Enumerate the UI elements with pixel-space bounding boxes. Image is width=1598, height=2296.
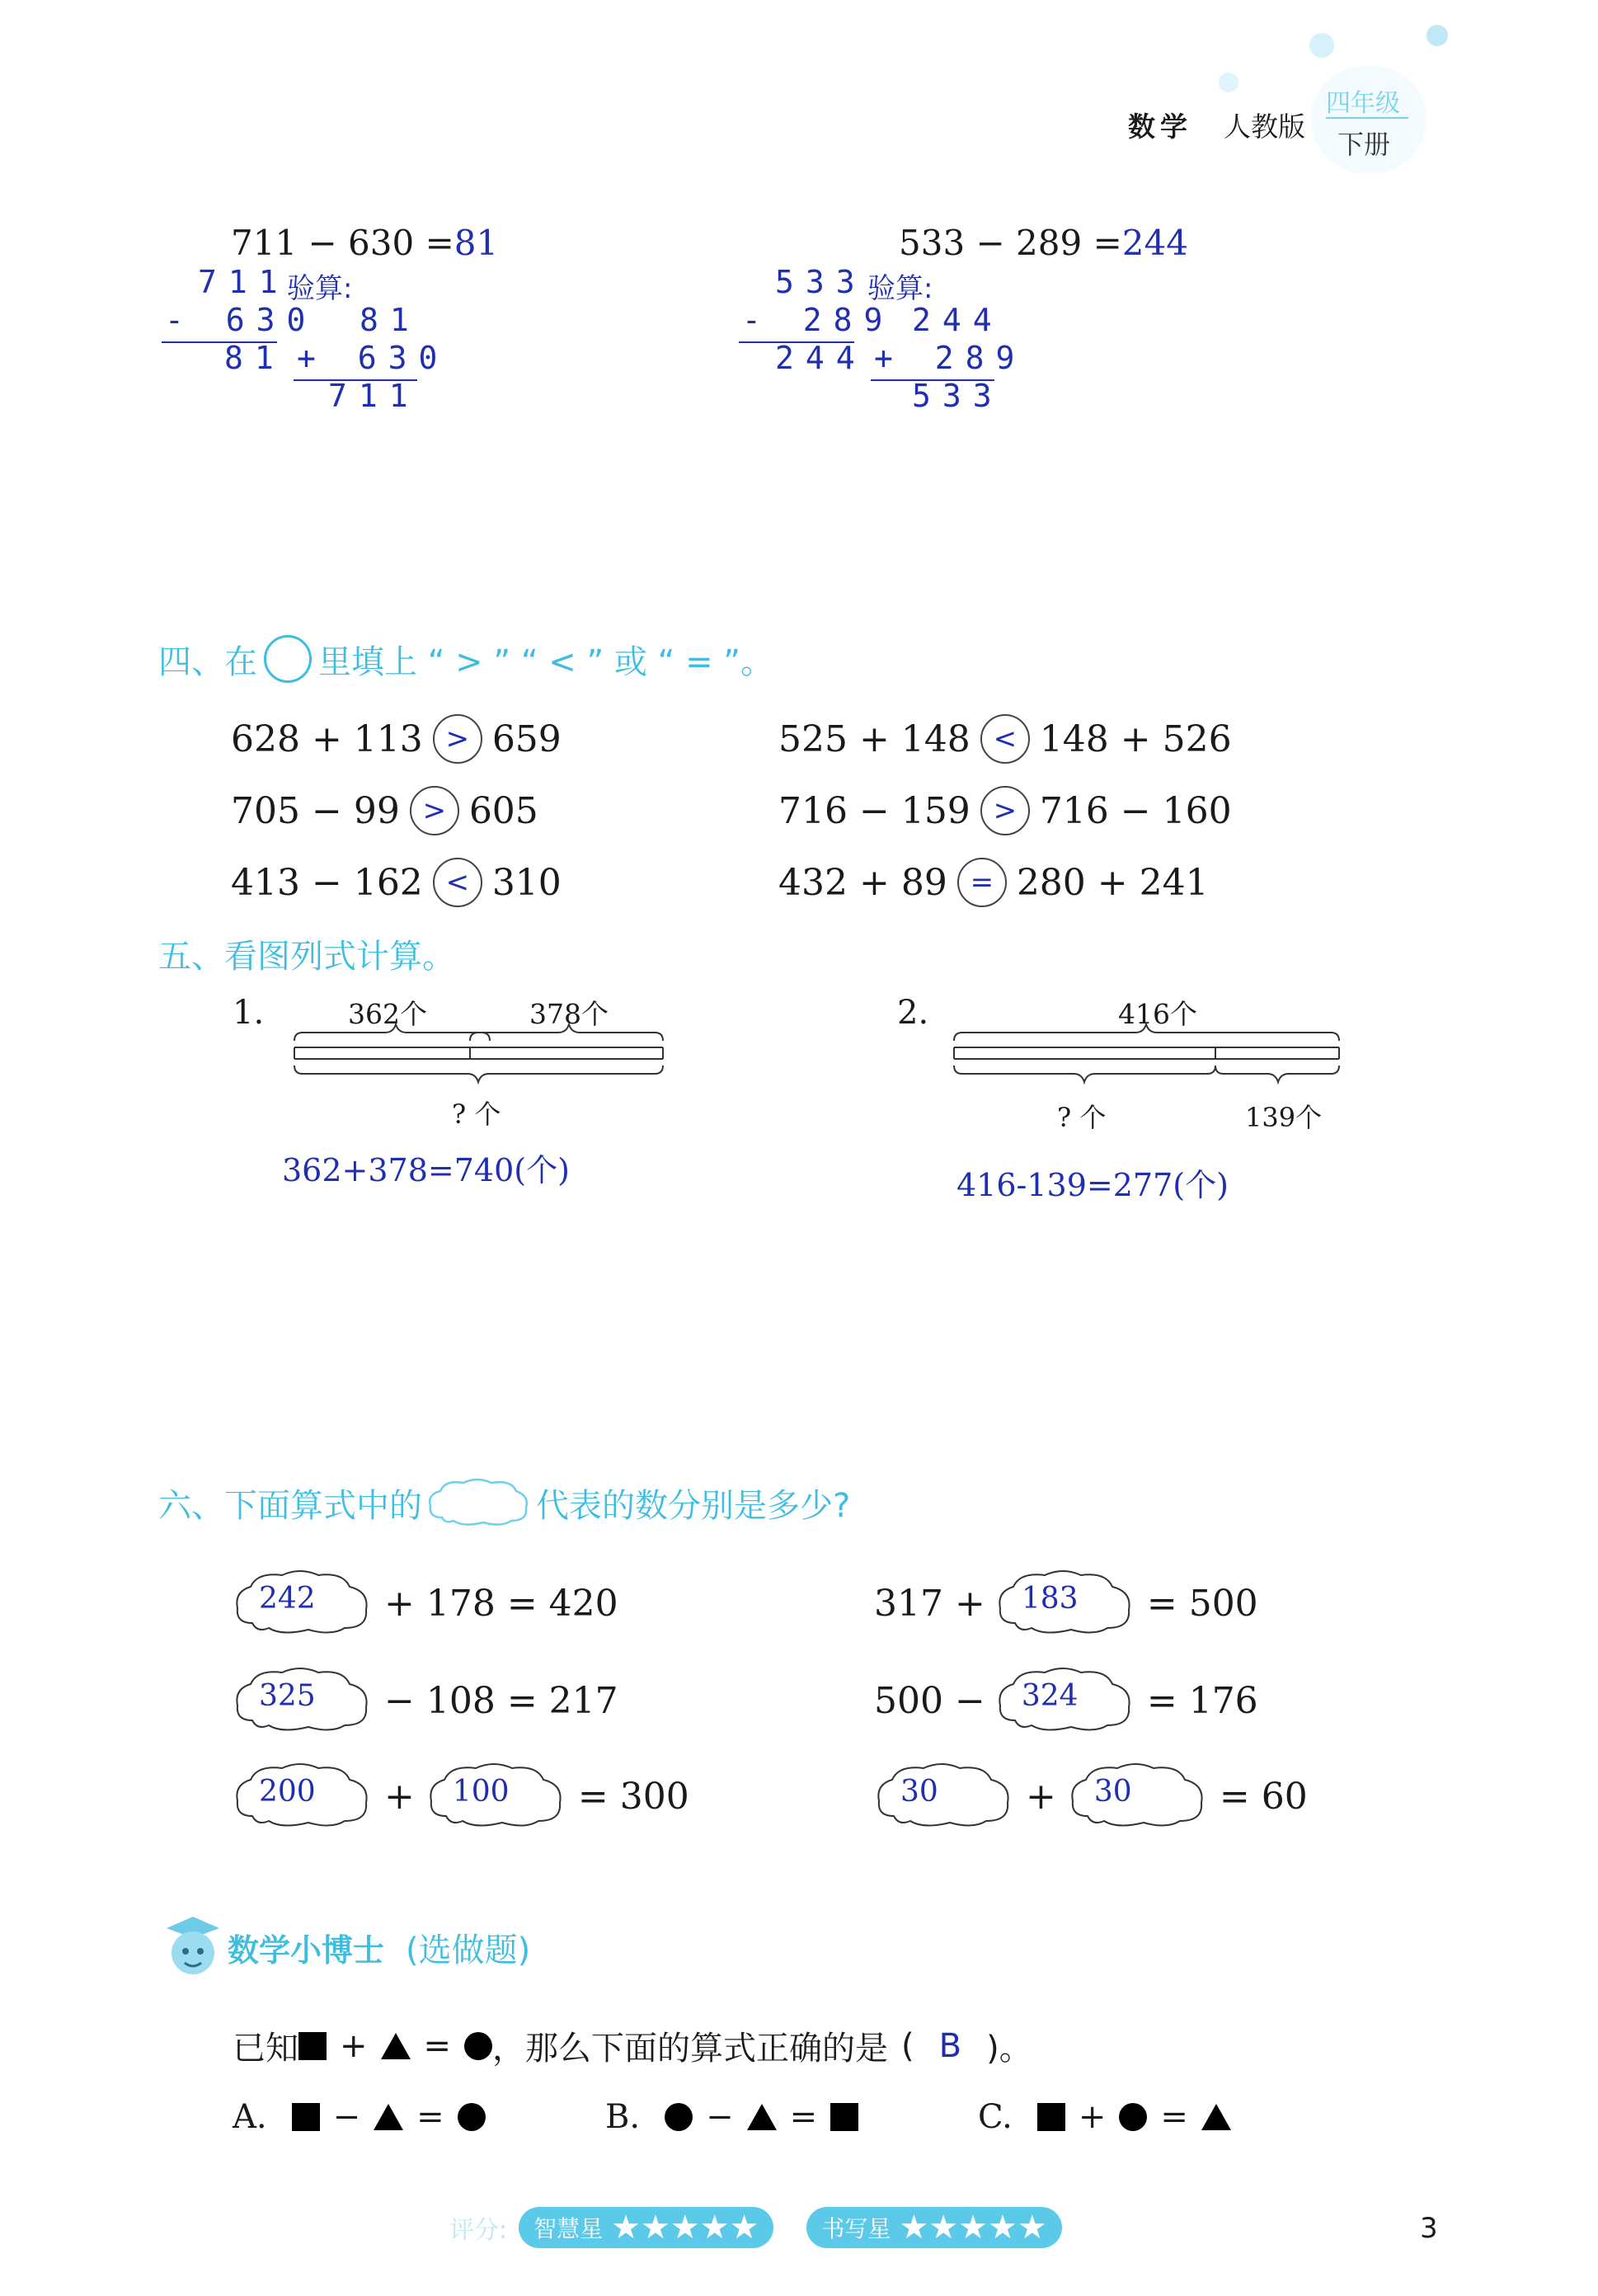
equation-answer: 81 xyxy=(454,223,499,263)
compare-left: 432 + 89 xyxy=(778,861,947,904)
option-b[interactable] xyxy=(605,2098,858,2136)
decor-bubble xyxy=(1426,25,1448,46)
plus-sign: + xyxy=(1078,2098,1107,2136)
square-icon xyxy=(292,2103,320,2131)
cloud-value: 200 xyxy=(259,1775,316,1809)
vert-sub: - 630 xyxy=(165,302,317,338)
compare-answer-circle[interactable]: > xyxy=(433,714,482,764)
segment-b-label: 139个 xyxy=(1245,1102,1323,1133)
compare-left: 705 − 99 xyxy=(231,789,400,832)
compare-right: 310 xyxy=(491,861,562,904)
check-top: 244 xyxy=(912,302,1003,338)
grade-divider xyxy=(1326,117,1408,119)
page-header xyxy=(0,0,1598,165)
compare-right: 605 xyxy=(468,789,538,832)
problem1-number: 1. xyxy=(233,994,265,1032)
triangle-icon xyxy=(381,2033,411,2059)
cloud-answer[interactable] xyxy=(233,1760,373,1833)
section5-title: 五、看图列式计算。 xyxy=(158,938,455,976)
calc-equation xyxy=(899,223,1188,263)
equation-rest: = 60 xyxy=(1219,1775,1308,1818)
writing-star-badge xyxy=(806,2207,1061,2248)
cloud-value: 30 xyxy=(1093,1775,1132,1809)
plus-sign: + xyxy=(340,2026,368,2065)
compare-left: 716 − 159 xyxy=(778,789,971,832)
check-top: 81 xyxy=(360,302,421,338)
compare-right: 659 xyxy=(491,718,562,760)
equation-prefix: 317 + xyxy=(874,1582,985,1625)
circle-icon xyxy=(1119,2103,1147,2131)
cloud-answer[interactable] xyxy=(233,1567,373,1640)
equation-answer: 244 xyxy=(1121,223,1188,263)
section4-title xyxy=(158,635,773,683)
option-c[interactable] xyxy=(978,2098,1231,2136)
compare-row xyxy=(778,786,1232,835)
minus-sign: − xyxy=(706,2098,734,2136)
vert-result: 244 xyxy=(775,340,867,376)
cloud-equation xyxy=(233,1760,689,1833)
equation-prefix: 500 − xyxy=(874,1679,985,1722)
problem1-question-label: ? 个 xyxy=(452,1099,501,1130)
bonus-answer[interactable]: B xyxy=(938,2026,962,2065)
option-a[interactable] xyxy=(233,2098,486,2136)
problem1-diagram xyxy=(290,1023,670,1089)
boy-mascot-icon xyxy=(162,1912,224,1983)
cloud-equation xyxy=(233,1664,618,1737)
cloud-value: 325 xyxy=(259,1679,316,1713)
equation-rest: = 300 xyxy=(577,1775,689,1818)
cloud-answer[interactable] xyxy=(995,1664,1135,1737)
section6-title-post: 代表的数分别是多少? xyxy=(536,1486,851,1525)
segment-b-label: 378个 xyxy=(529,998,609,1030)
vert-top: 711 xyxy=(198,264,289,300)
cloud-equation xyxy=(874,1664,1258,1737)
cloud-answer[interactable] xyxy=(233,1664,373,1737)
option-label: C. xyxy=(978,2098,1013,2136)
vert-result: 81 xyxy=(224,340,285,376)
page-number: 3 xyxy=(1420,2212,1438,2245)
compare-left: 413 − 162 xyxy=(231,861,423,904)
vert-sub: - 289 xyxy=(742,302,895,338)
calc-left xyxy=(165,223,618,421)
wisdom-star-badge xyxy=(519,2207,773,2248)
circle-icon xyxy=(464,2032,492,2060)
section4-title-post: 里填上 “ > ” “ < ” 或 “ = ”。 xyxy=(318,642,774,681)
grade-label: 四年级 xyxy=(1326,89,1400,118)
bracket-close: )。 xyxy=(986,2030,1032,2068)
equals-sign: = xyxy=(789,2098,818,2136)
edition-label: 人教版 xyxy=(1224,111,1305,143)
compare-right: 148 + 526 xyxy=(1039,718,1232,760)
cloud-value: 30 xyxy=(900,1775,938,1809)
section6-title xyxy=(158,1476,850,1529)
question-mid: ，那么下面的算式正确的是 xyxy=(492,2030,889,2068)
problem2-diagram xyxy=(950,1023,1346,1089)
star-rating-icon[interactable]: ★★★★★ xyxy=(899,2209,1047,2247)
compare-right: 716 − 160 xyxy=(1039,789,1232,832)
problem2-question-label: ? 个 xyxy=(1057,1102,1107,1133)
equation-operator: + xyxy=(1026,1775,1056,1818)
check-result: 711 xyxy=(328,378,420,414)
equation-rest: − 108 = 217 xyxy=(384,1679,618,1722)
equation-rest: = 500 xyxy=(1146,1582,1258,1625)
star-rating-icon[interactable]: ★★★★★ xyxy=(611,2209,759,2247)
check-label: 验算: xyxy=(867,272,933,305)
compare-answer-circle[interactable]: < xyxy=(433,858,482,907)
bonus-header xyxy=(162,1912,530,1983)
calc-right xyxy=(742,223,1196,421)
check-result: 533 xyxy=(912,378,1003,414)
minus-sign: − xyxy=(332,2098,361,2136)
volume-label: 下册 xyxy=(1337,129,1391,160)
option-label: B. xyxy=(605,2098,641,2136)
badge-label: 智慧星 xyxy=(533,2215,604,2242)
problem2-number: 2. xyxy=(897,994,929,1032)
bracket-open: ( xyxy=(901,2026,914,2065)
grade-badge xyxy=(1311,66,1426,173)
triangle-icon xyxy=(374,2104,403,2130)
equals-sign: = xyxy=(416,2098,444,2136)
check-add: + 630 xyxy=(297,340,449,376)
check-add: + 289 xyxy=(874,340,1027,376)
square-icon xyxy=(298,2032,327,2060)
score-label: 评分: xyxy=(449,2216,508,2245)
square-icon xyxy=(1037,2103,1065,2131)
compare-row xyxy=(231,858,562,907)
cloud-equation xyxy=(874,1567,1258,1640)
circle-icon xyxy=(665,2103,693,2131)
circle-icon xyxy=(458,2103,486,2131)
compare-answer-circle[interactable]: > xyxy=(410,786,459,835)
equation-operator: + xyxy=(384,1775,415,1818)
compare-row xyxy=(231,786,538,835)
cloud-value: 242 xyxy=(259,1582,316,1616)
circle-icon xyxy=(264,635,312,683)
problem2-answer: 416-139=277(个) xyxy=(956,1167,1229,1203)
bonus-subtitle: (选做题) xyxy=(406,1931,531,1969)
check-label: 验算: xyxy=(287,272,353,305)
cloud-value: 183 xyxy=(1021,1582,1079,1616)
cloud-equation xyxy=(233,1567,618,1640)
option-label: A. xyxy=(233,2098,267,2136)
total-label: 416个 xyxy=(1118,998,1197,1030)
cloud-equation xyxy=(874,1760,1308,1833)
compare-row xyxy=(778,858,1209,907)
bonus-question xyxy=(233,2022,1032,2069)
equation-text: 533 − 289 = xyxy=(899,223,1122,263)
question-pre: 已知 xyxy=(233,2030,298,2068)
equation-text: 711 − 630 = xyxy=(231,223,454,263)
section4-title-pre: 四、在 xyxy=(158,642,257,681)
cloud-icon xyxy=(425,1476,533,1529)
square-icon xyxy=(830,2103,858,2131)
cloud-value: 100 xyxy=(452,1775,510,1809)
triangle-icon xyxy=(1201,2104,1231,2130)
decor-bubble xyxy=(1309,33,1334,58)
segment-a-label: 362个 xyxy=(348,998,427,1030)
compare-row xyxy=(231,714,562,764)
compare-row xyxy=(778,714,1232,764)
equation-rest: + 178 = 420 xyxy=(384,1582,618,1625)
cloud-answer[interactable] xyxy=(995,1567,1135,1640)
bonus-title: 数学小博士 xyxy=(228,1931,385,1969)
calc-equation xyxy=(231,223,498,263)
equals-sign: = xyxy=(423,2026,452,2065)
compare-answer-circle[interactable]: < xyxy=(980,714,1030,764)
footer-rating xyxy=(449,2207,1062,2248)
cloud-value: 324 xyxy=(1021,1679,1079,1713)
problem1-answer: 362+378=740(个) xyxy=(282,1152,570,1188)
decor-bubble xyxy=(1219,73,1238,92)
compare-answer-circle[interactable]: > xyxy=(980,786,1030,835)
equation-rest: = 176 xyxy=(1146,1679,1258,1722)
compare-left: 628 + 113 xyxy=(231,718,423,760)
cloud-answer[interactable] xyxy=(874,1760,1014,1833)
badge-label: 书写星 xyxy=(821,2215,891,2242)
subject-label: 数学 xyxy=(1128,111,1192,143)
compare-left: 525 + 148 xyxy=(778,718,971,760)
compare-answer-circle[interactable]: = xyxy=(957,858,1007,907)
cloud-answer[interactable] xyxy=(1068,1760,1208,1833)
equals-sign: = xyxy=(1160,2098,1188,2136)
vert-top: 533 xyxy=(775,264,867,300)
section6-title-pre: 六、下面算式中的 xyxy=(158,1486,422,1525)
cloud-answer[interactable] xyxy=(426,1760,566,1833)
compare-right: 280 + 241 xyxy=(1016,861,1209,904)
triangle-icon xyxy=(747,2104,777,2130)
